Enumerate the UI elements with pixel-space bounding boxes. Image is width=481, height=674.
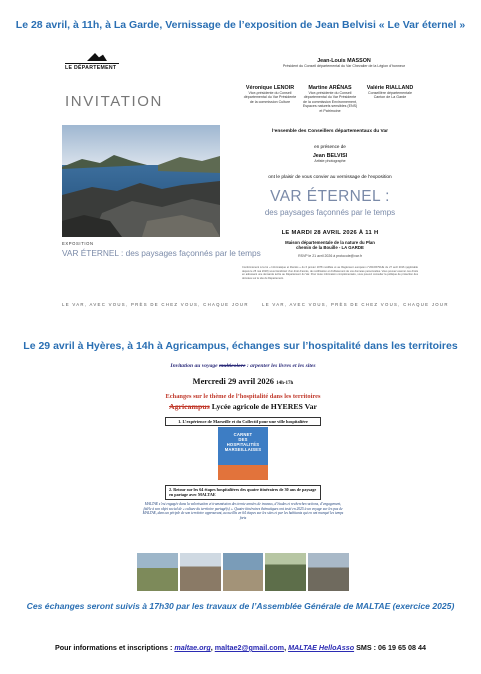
artist-block — [242, 153, 418, 163]
contact-line — [0, 643, 481, 652]
flyer-date-hours: 14h-17h — [276, 381, 294, 386]
presence-de: en présence de — [314, 144, 346, 149]
flyer-place-strike: Agricampus — [169, 402, 210, 411]
vice-president-role: Vice-présidente du Conseil départemental du Var Présidente de la commission Culture — [243, 91, 297, 104]
heading-vernissage: Le 28 avril, à 11h, à La Garde, Vernissage de l’exposition de Jean Belvisi « Le Var éternel » — [15, 19, 466, 31]
vice-president-name: Véronique LENOIR — [245, 85, 295, 91]
event-location-line: Maison départementale de la nature du Plan — [285, 240, 375, 245]
vice-president — [242, 85, 298, 113]
email-link[interactable]: maltae2@gmail.com — [214, 643, 285, 652]
exposition-subtitle: des paysages façonnés par le temps — [264, 208, 396, 217]
president-role: Président du Conseil départemental du Var Chevalier de la Légion d’honneur — [282, 64, 406, 68]
vice-president-name: Valérie RIALLAND — [366, 85, 414, 91]
flyer-point-1: 1. L’expérience de Marseille et du Collectif pour une ville hospitalière — [165, 417, 321, 426]
ensemble-conseillers: l’ensemble des Conseillers départementaux du Var — [272, 129, 388, 134]
carnet-cover — [218, 427, 268, 480]
flyer-photo — [223, 553, 264, 591]
flyer-photo — [180, 553, 221, 591]
flyer-theme: Echanges sur le thème de l’hospitalité dans les territoires — [165, 393, 321, 400]
carnet-title — [218, 433, 268, 453]
vice-presidents — [242, 85, 418, 113]
president-name: Jean-Louis MASSON — [317, 58, 371, 64]
flyer-photo — [137, 553, 178, 591]
invitation-card — [62, 49, 449, 320]
flyer-date-main: Mercredi 29 avril 2026 — [192, 377, 277, 386]
event-date: LE MARDI 28 AVRIL 2026 À 11 H — [281, 230, 379, 236]
flyer-place — [137, 402, 349, 411]
coastal-photo — [62, 125, 220, 237]
flyer-place-name: Lycée agricole de HYERES Var — [209, 402, 317, 411]
vice-president — [362, 85, 418, 113]
artist-role: Artiste photographe — [314, 159, 346, 163]
carnet-title-line: CARNET — [233, 432, 253, 437]
president-block — [256, 58, 432, 68]
invitation-title: INVITATION — [65, 93, 163, 110]
var-logo-icon — [87, 53, 107, 61]
card-footer-right: LE VAR, AVEC VOUS, PRÈS DE CHEZ VOUS, CHAQUE JOUR — [262, 302, 449, 307]
card-footer-left: LE VAR, AVEC VOUS, PRÈS DE CHEZ VOUS, CHAQUE JOUR — [62, 302, 249, 307]
flyer-invitation-suffix: : arpenter les livres et les sites — [245, 363, 316, 369]
flyer-invitation-line — [137, 363, 349, 369]
assemblee-generale-note: Ces échanges seront suivis à 17h30 par les travaux de l’Assemblée Générale de MALTAE (exercice 2025) — [26, 601, 455, 611]
departement-logo-text: LE DÉPARTEMENT — [65, 63, 119, 71]
flyer-paragraph: MALTAE s’est engagée dans la valorisation et transmission des trente années de travaux, d’études et recherches-actions, d’engagement, fidèle à son objet social de « culture du territoire partagé(s) ». Quatre itinéraires thématiques ont testé en 2025 à un voyage sur les pas de MALTAE, dans un périple de son territoire approuvant, accueillis en 64 étapes sur les sites et par les habitants qui en ont marqué les temps forts — [142, 502, 344, 521]
helloasso-link[interactable]: MALTAE HelloAsso — [288, 643, 355, 652]
flyer-photo-strip — [137, 553, 349, 591]
contact-separator: , — [284, 643, 289, 652]
carnet-title-line: HOSPITALITÉS — [226, 441, 260, 447]
exposition-small-title: VAR ÉTERNEL : des paysages façonnés par le temps — [62, 248, 261, 258]
vice-president-role: Conseillère départementale Canton de La Garde — [368, 91, 412, 100]
carnet-title-line: MARSEILLAISES — [224, 446, 262, 452]
flyer-photo — [265, 553, 306, 591]
artist-name: Jean BELVISI — [312, 153, 348, 159]
flyer-date — [137, 377, 349, 386]
event-location — [242, 240, 418, 251]
vice-president — [302, 85, 358, 113]
contact-label: Pour informations et inscriptions : — [54, 643, 175, 652]
invitation-phrase: ont le plaisir de vous convier au vernissage de l’exposition — [268, 175, 392, 180]
event-location-line: chemin de la Bouille - LA GARDE — [296, 245, 364, 251]
flyer-photo — [308, 553, 349, 591]
rsvp-note: RSVP le 21 avril 2026 à protocole@var.fr — [298, 254, 362, 258]
flyer-invitation-prefix: Invitation au voyage — [170, 363, 220, 369]
flyer-point-2: 2. Retour sur les 64 étapes hospitalières des quatre itinéraires de 30 ans de paysage en partage avec MALTAE — [165, 485, 321, 500]
contact-separator: , — [210, 643, 215, 652]
exposition-label: EXPOSITION — [62, 241, 94, 246]
carnet-orange-band — [218, 465, 268, 480]
maltae-site-link[interactable]: maltae.org — [174, 643, 211, 652]
vice-president-name: Martine ARÉNAS — [308, 85, 352, 91]
exposition-title: VAR ÉTERNEL : — [270, 188, 390, 205]
heading-hospitalite: Le 29 avril à Hyères, à 14h à Agricampus, échanges sur l’hospitalité dans les territoires — [23, 340, 458, 352]
sms-number: SMS : 06 19 65 08 44 — [354, 643, 427, 652]
legal-notice: Conformément à la loi « Informatique et libertés » du 6 janvier 1978 modifiée et au Règlement européen n°2016/679/UE du 27 avril 2016 (applicable depuis le 25 mai 2018) vous bénéficiez d’un droit d’accès, de rectification et d’effacement de vos données personnelles. Vous pouvez exercer ces droits en adressant une demande écrite au Département du Var. Pour toute information complémentaire, vous pouvez consulter la politique de protection des données sur le site du Département. — [242, 266, 418, 280]
maltae-flyer — [137, 359, 349, 597]
vice-president-role: Vice-présidente du Conseil départemental du Var Présidente de la commission Environnement, Espaces naturels sensibles (ENS) et Patrimoine — [302, 91, 358, 113]
departement-logo — [65, 53, 119, 71]
flyer-invitation-strike: multicolore — [219, 363, 246, 369]
carnet-title-line: DES — [238, 436, 248, 442]
